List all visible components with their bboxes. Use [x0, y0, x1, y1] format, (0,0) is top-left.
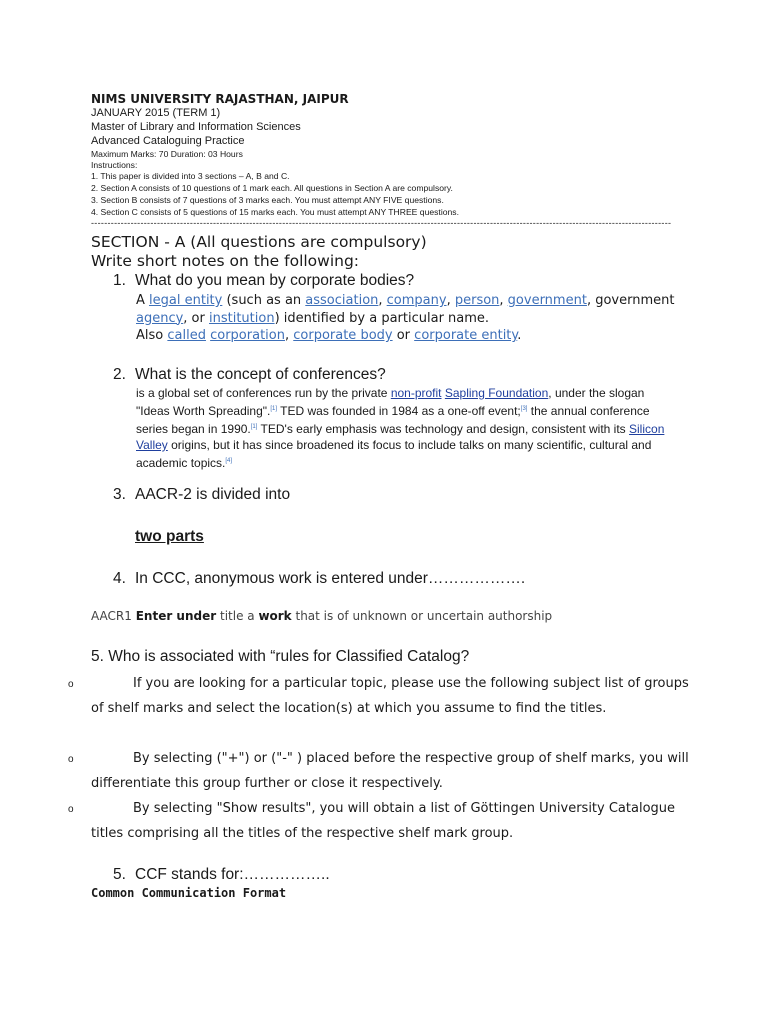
course-name: Advanced Cataloguing Practice [91, 135, 245, 147]
answer-4 [91, 609, 552, 623]
link-corporate-entity[interactable]: corporate entity [414, 328, 518, 343]
answer-bold: work [258, 609, 292, 623]
answer-6: Common Communication Format [91, 886, 287, 900]
answer-text: that is of unknown or uncertain authorship [291, 609, 553, 623]
university-title: NIMS UNIVERSITY RAJASTHAN, JAIPUR [91, 92, 349, 106]
answer-text: AACR1 [91, 609, 136, 623]
link-person[interactable]: person [454, 293, 500, 308]
instruction-item: 3. Section B consists of 7 questions of 3 marks each. You must attempt ANY FIVE questions. [91, 195, 444, 205]
marks-duration: Maximum Marks: 70 Duration: 03 Hours [91, 149, 243, 159]
answer-text: , government [586, 293, 675, 308]
question-2 [113, 366, 386, 384]
answer-text: By selecting ("+") or ("-" ) placed before the respective group of shelf marks, you will differentiate this group further or close it respectively. [91, 751, 689, 791]
citation-link[interactable]: [1] [250, 424, 258, 430]
answer-2 [136, 385, 681, 471]
answer-text: the annual conference series began in 1990. [136, 404, 650, 436]
link-legal-entity[interactable]: legal entity [149, 293, 223, 308]
answer-5-paragraph [91, 671, 691, 721]
bullet-icon: o [68, 754, 74, 765]
link-government[interactable]: government [507, 293, 587, 308]
answer-text: If you are looking for a particular topic, please use the following subject list of groups of shelf marks and select the location(s) at which you assume to find the titles. [91, 676, 689, 716]
link-corporation[interactable]: corporation [210, 328, 285, 343]
answer-5-paragraph [91, 746, 691, 796]
answer-text: A [136, 293, 150, 308]
question-text: What is the concept of conferences? [135, 366, 386, 383]
question-text: What do you mean by corporate bodies? [135, 272, 415, 289]
question-number: 4. [113, 570, 126, 587]
question-number: 3. [113, 486, 126, 503]
link-called[interactable]: called [167, 328, 206, 343]
question-text: In CCC, anonymous work is entered under………………. [135, 570, 526, 587]
instruction-item: 1. This paper is divided into 3 sections – A, B and C. [91, 171, 290, 181]
question-4 [113, 570, 525, 588]
question-number: 1. [113, 272, 126, 289]
link-institution[interactable]: institution [209, 310, 275, 326]
answer-1 [136, 292, 696, 345]
citation-link[interactable]: [3] [520, 406, 528, 412]
bullet-icon: o [68, 679, 74, 690]
answer-text: ) identified by a particular name. [274, 310, 490, 326]
question-number: 5. [113, 866, 126, 883]
answer-text: . [517, 328, 522, 343]
question-text: AACR-2 is divided into [135, 486, 291, 503]
link-company[interactable]: company [386, 293, 447, 308]
answer-text: TED's early emphasis was technology and design, consistent with its [257, 422, 630, 436]
answer-text: origins, but it has since broadened its focus to include talks on many scientific, cultural and academic topics. [136, 438, 652, 470]
section-subtitle: Write short notes on the following: [91, 252, 360, 270]
answer-text: By selecting "Show results", you will obtain a list of Göttingen University Catalogue titles comprising all the titles of the respective shelf mark group. [91, 801, 676, 841]
answer-text: TED was founded in 1984 as a one-off event; [277, 404, 521, 418]
section-title: SECTION - A (All questions are compulsory) [91, 233, 427, 251]
answer-text: , [446, 293, 455, 308]
question-text: CCF stands for:…………….. [135, 866, 330, 883]
citation-link[interactable]: [1] [270, 406, 278, 412]
answer-text: , [284, 328, 294, 343]
question-5: 5. Who is associated with “rules for Classified Catalog? [91, 648, 470, 665]
answer-text: , [378, 293, 387, 308]
answer-text: Also [136, 328, 168, 343]
answer-bold: Enter under [135, 609, 217, 623]
answer-text: , [499, 293, 508, 308]
answer-3: two parts [135, 528, 204, 545]
answer-text: , or [183, 310, 209, 326]
question-6 [113, 866, 330, 884]
answer-text: title a [216, 609, 259, 623]
link-association[interactable]: association [305, 293, 379, 308]
link-non-profit[interactable]: non-profit [390, 386, 442, 400]
divider-line: -------------------------------------------------------------------------------------------------------------------------------------------------------------------------------- [91, 218, 672, 228]
link-corporate-body[interactable]: corporate body [293, 328, 393, 343]
instruction-item: 2. Section A consists of 10 questions of 1 mark each. All questions in Section A are compulsory. [91, 183, 453, 193]
question-1 [113, 272, 414, 290]
link-agency[interactable]: agency [136, 310, 184, 326]
answer-text: (such as an [222, 293, 306, 308]
link-sapling-foundation[interactable]: Sapling Foundation [444, 386, 549, 400]
instruction-item: 4. Section C consists of 5 questions of 15 marks each. You must attempt ANY THREE questions. [91, 207, 459, 217]
program-name: Master of Library and Information Sciences [91, 121, 301, 133]
answer-text: or [392, 328, 415, 343]
instructions-label: Instructions: [91, 160, 138, 170]
link-silicon-valley[interactable]: Silicon Valley [136, 422, 665, 452]
question-number: 2. [113, 366, 126, 383]
answer-text: , under the slogan "Ideas Worth Spreading". [136, 386, 645, 418]
exam-term: JANUARY 2015 (TERM 1) [91, 107, 221, 119]
answer-5-paragraph [91, 796, 691, 846]
bullet-icon: o [68, 804, 74, 815]
question-3 [113, 486, 290, 504]
answer-text: is a global set of conferences run by the private [136, 386, 391, 400]
citation-link[interactable]: [4] [225, 458, 233, 464]
